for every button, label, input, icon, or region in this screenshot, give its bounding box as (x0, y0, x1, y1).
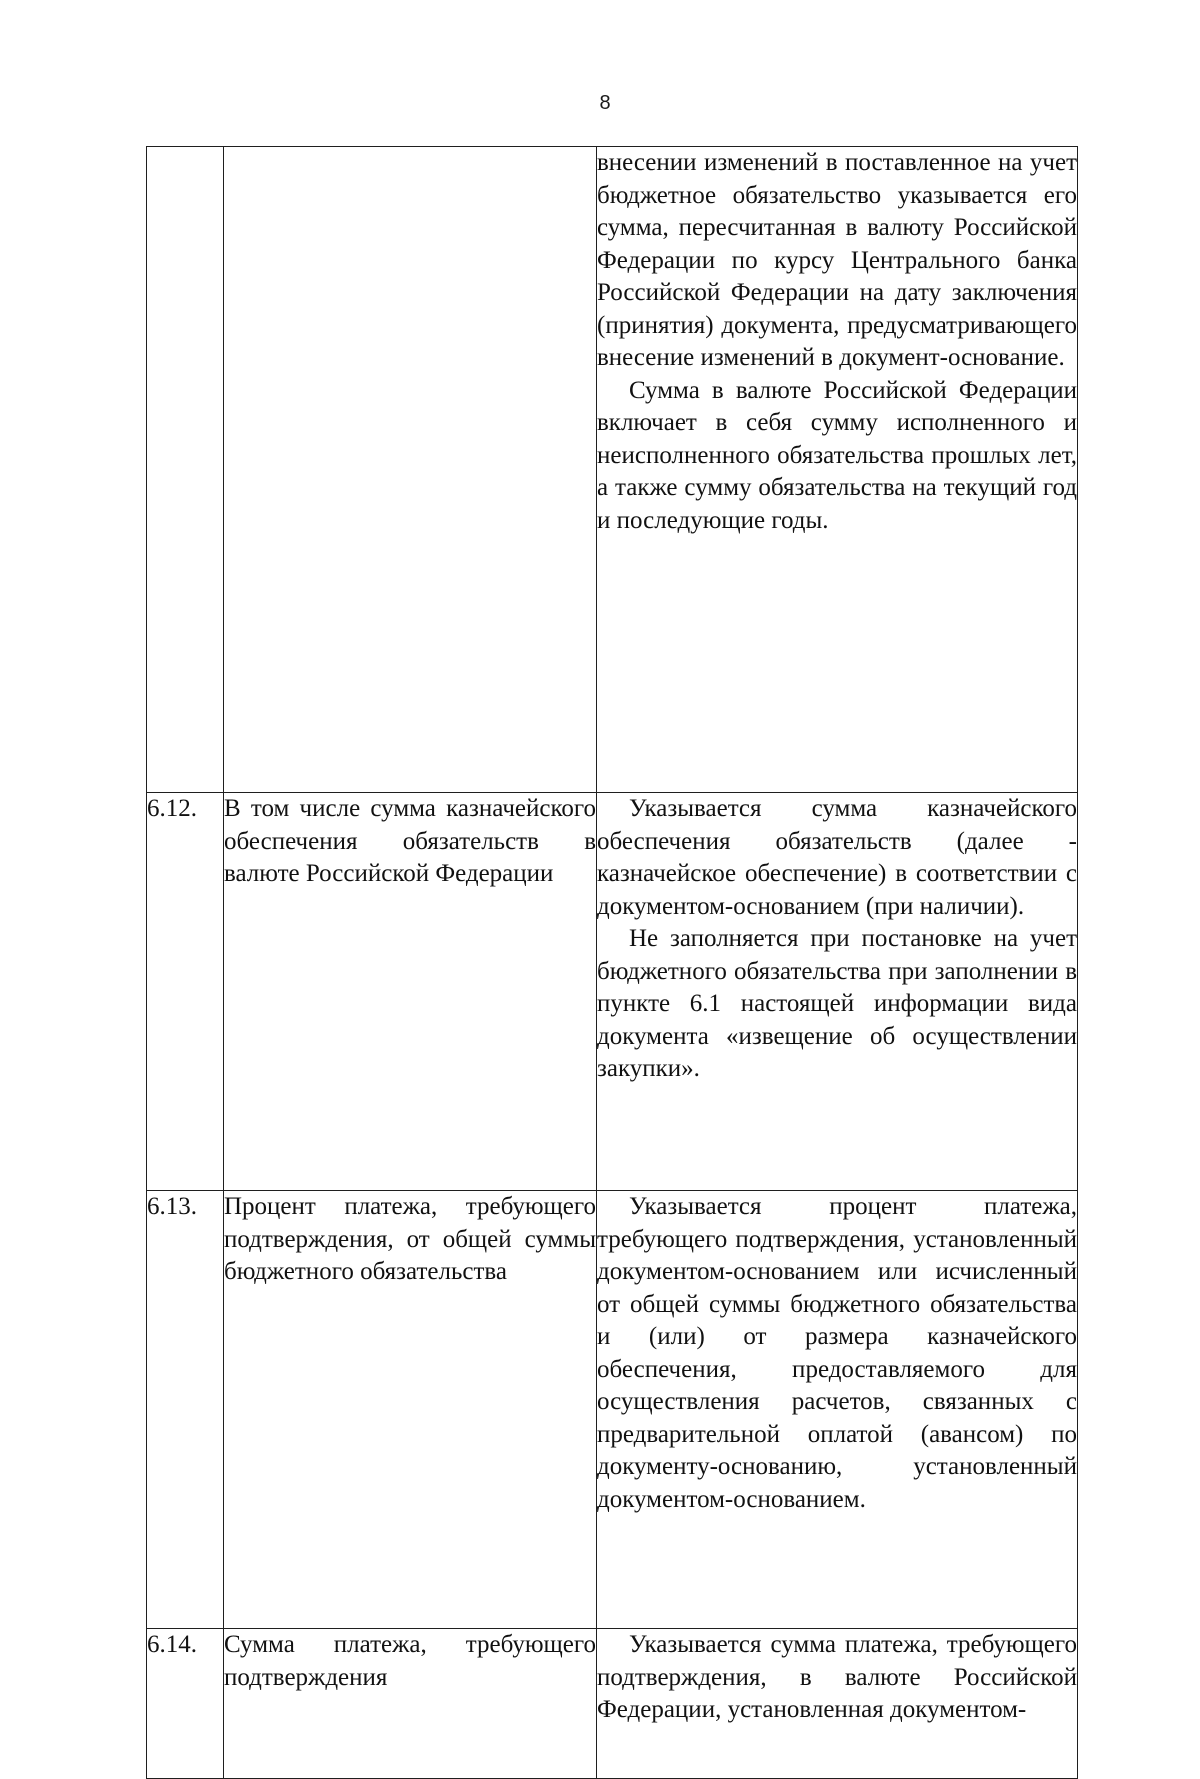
description-paragraph: внесении изменений в поставленное на учет бюджетное обязательство указывается его сумма, пересчитанная в валюту Российской Федерации по курсу Центрального банка Российской Федерации на дату заключения (принятия) документа, предусматривающего внесение изменений в документ-основание. (597, 149, 1077, 371)
table-row (147, 793, 1078, 1191)
description-cell (597, 793, 1078, 1191)
table-row (147, 1191, 1078, 1629)
description-cell (597, 1629, 1078, 1779)
requirements-table (146, 146, 1078, 1779)
row-number-cell (147, 793, 224, 1191)
row-number: 6.13. (147, 1193, 197, 1220)
field-name: Сумма платежа, требующего подтверждения (224, 1631, 596, 1691)
description-paragraph: Сумма в валюте Российской Федерации включает в себя сумму исполненного и неисполненного обязательства прошлых лет, а также сумму обязательства на текущий год и последующие годы. (597, 376, 1077, 534)
row-number-cell (147, 1629, 224, 1779)
row-number: 6.12. (147, 795, 197, 822)
description-paragraph: Указывается сумма казначейского обеспечения обязательств (далее - казначейское обеспечение) в соответствии с документом-основанием (при наличии). (597, 795, 1077, 920)
description-paragraph: Не заполняется при постановке на учет бюджетного обязательства при заполнении в пункте 6.1 настоящей информации вида документа «извещение об осуществлении закупки». (597, 925, 1077, 1082)
description-paragraph: Указывается процент платежа, требующего подтверждения, установленный документом-основанием или исчисленный от общей суммы бюджетного обязательства и (или) от размера казначейского обеспечения, предоставляемого для осуществления расчетов, связанных с предварительной оплатой (авансом) по документу-основанию, установленный документом-основанием. (597, 1193, 1077, 1513)
row-number: 6.14. (147, 1631, 197, 1658)
field-name-cell (224, 1191, 597, 1629)
field-name: Процент платежа, требующего подтверждения, от общей суммы бюджетного обязательства (224, 1193, 596, 1285)
table-row (147, 147, 1078, 793)
description-paragraph: Указывается сумма платежа, требующего подтверждения, в валюте Российской Федерации, установленная документом- (597, 1631, 1077, 1723)
field-name-cell (224, 793, 597, 1191)
description-cell (597, 147, 1078, 793)
page-number: 8 (599, 92, 611, 114)
description-cell (597, 1191, 1078, 1629)
table-row (147, 1629, 1078, 1779)
field-name-cell (224, 1629, 597, 1779)
row-number-cell (147, 147, 224, 793)
field-name: В том числе сумма казначейского обеспечения обязательств в валюте Российской Федерации (224, 795, 596, 887)
row-number-cell (147, 1191, 224, 1629)
field-name-cell (224, 147, 597, 793)
